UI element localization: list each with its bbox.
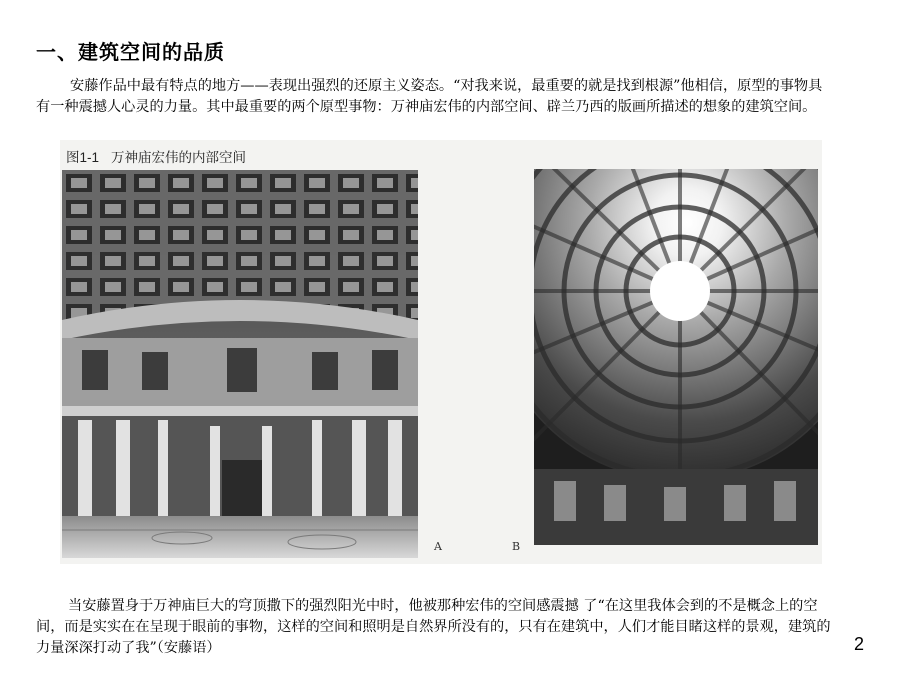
figure-caption xyxy=(66,146,246,166)
quote-paragraph: 当安藤置身于万神庙巨大的穹顶撒下的强烈阳光中时，他被那种宏伟的空间感震撼 了“在这里我体会到的不是概念上的空间，而是实实在在呈现于眼前的事物，这样的空间和照明是自然界所没有的，只有在建筑中，人们才能目睹这样的景观，建筑的力量深深打动了我”（安藤语） xyxy=(36,598,831,656)
figure-number: 图1-1 xyxy=(66,150,100,165)
slide-title: 一、建筑空间的品质 xyxy=(36,40,225,64)
intro-paragraph: 安藤作品中最有特点的地方——表现出强烈的还原主义姿态。“对我来说，最重要的就是找到根源”他相信，原型的事物具有一种震撼人心灵的力量。其中最重要的两个原型事物：万神庙宏伟的内部空间、辟兰乃西的版画所描述的想象的建筑空间。 xyxy=(36,78,823,115)
pantheon-dome-photo-b xyxy=(534,169,818,545)
photo-label-b: B xyxy=(512,540,521,553)
figure-scan xyxy=(60,140,822,564)
pantheon-interior-photo-a xyxy=(62,170,418,558)
figure-caption-text: 万神庙宏伟的内部空间 xyxy=(111,150,247,166)
photo-label-a: A xyxy=(434,540,442,553)
page-number: 2 xyxy=(853,634,864,654)
